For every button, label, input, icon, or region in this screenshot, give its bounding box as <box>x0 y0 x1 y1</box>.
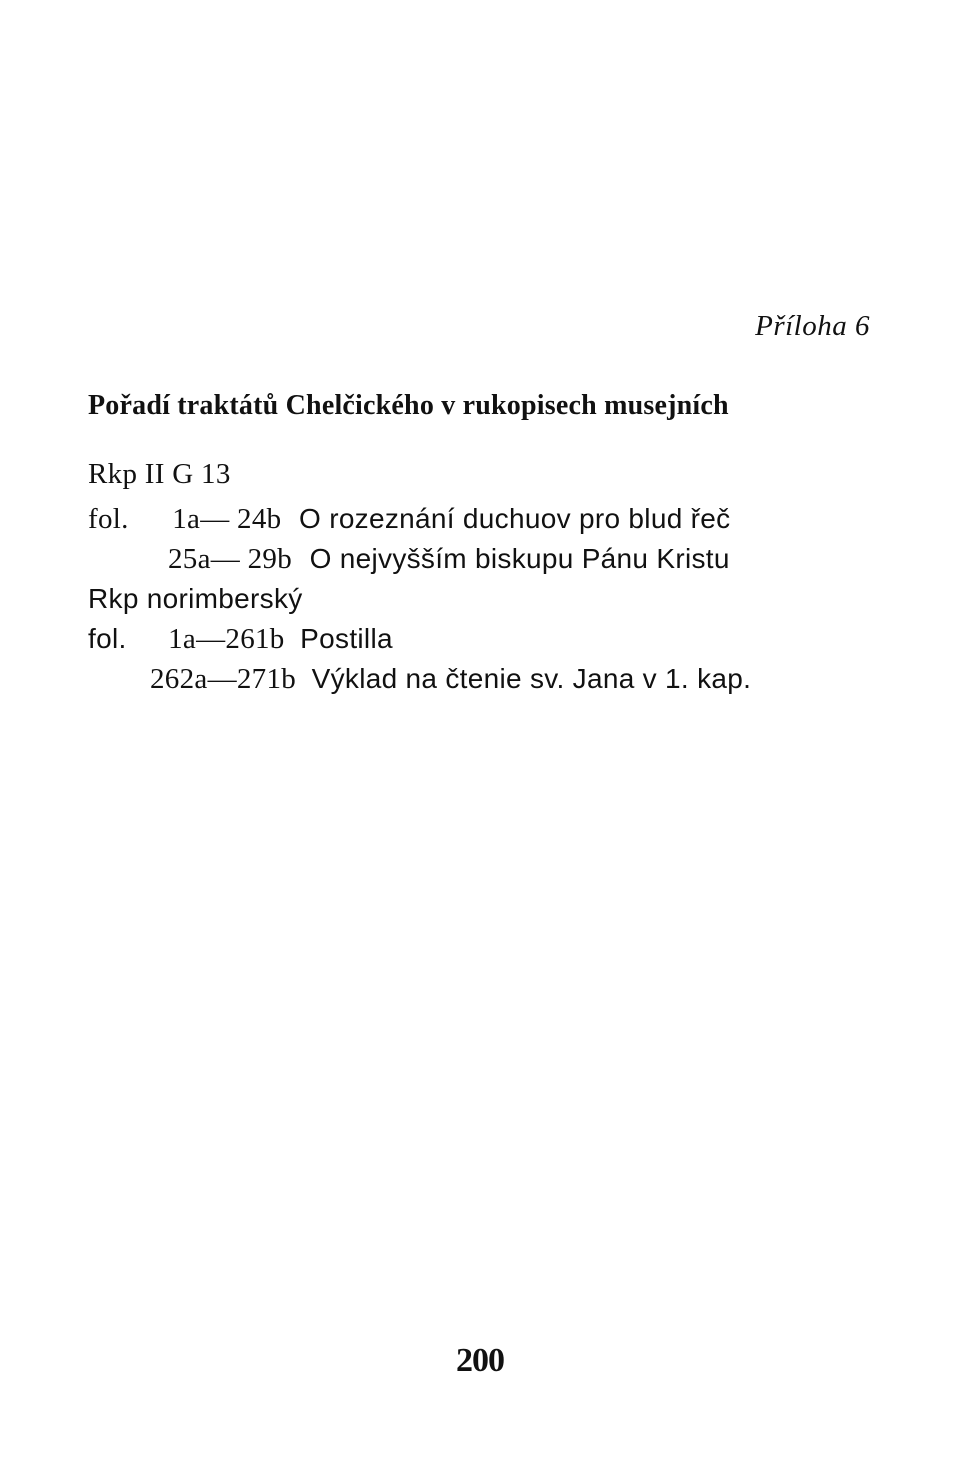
manuscript-1-entry-1 <box>88 503 730 536</box>
page-number: 200 <box>456 1342 504 1379</box>
tract-title: O nejvyšším biskupu Pánu Kristu <box>309 543 730 574</box>
tract-title: Výklad na čtenie sv. Jana v 1. kap. <box>311 663 752 694</box>
manuscript-2-entry-2 <box>150 663 751 696</box>
folio-range: 262a—271b <box>150 663 297 695</box>
appendix-label: Příloha 6 <box>755 310 870 342</box>
folio-range: 1a— 24b <box>172 503 282 535</box>
tract-title: Postilla <box>300 623 393 654</box>
folio-range: 1a—261b <box>168 623 285 655</box>
folio-prefix: fol. <box>88 623 127 654</box>
section-heading: Pořadí traktátů Chelčického v rukopisech musejních <box>88 390 729 421</box>
manuscript-1-entry-2 <box>168 543 730 576</box>
manuscript-1-signature: Rkp II G 13 <box>88 458 231 490</box>
folio-range: 25a— 29b <box>168 543 293 575</box>
manuscript-2-entry-1 <box>88 623 393 656</box>
manuscript-2-signature: Rkp norimberský <box>88 583 303 614</box>
folio-prefix: fol. <box>88 503 129 535</box>
tract-title: O rozeznání duchuov pro blud řeč <box>299 503 731 534</box>
